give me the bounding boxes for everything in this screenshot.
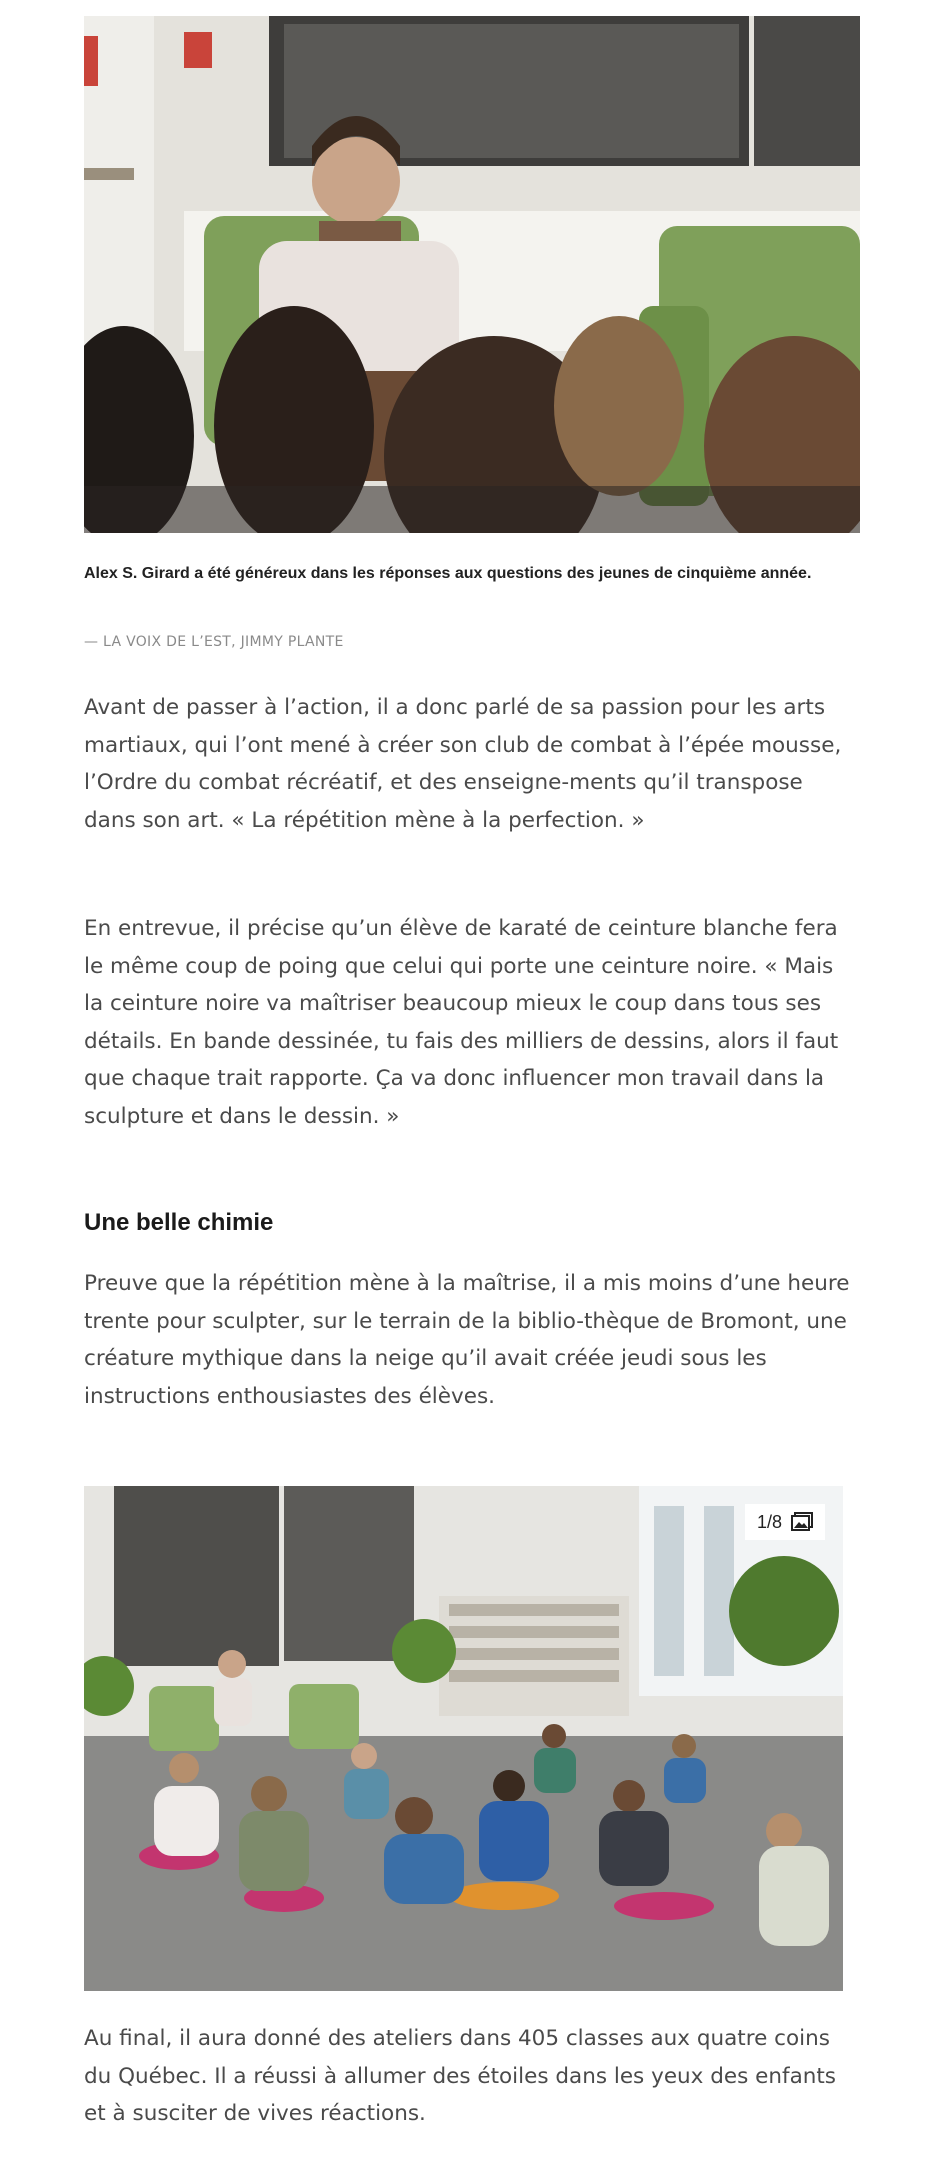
article-paragraph: En entrevue, il précise qu’un élève de karaté de ceinture blanche fera le même coup de poing que celui qui porte une ceinture noire. « Mais la ceinture noire va maîtriser beaucoup mieux le coup dans tous ses détails. En bande dessinée, tu fais des milliers de dessins, alors il faut que chaque trait rapporte. Ça va donc influencer mon travail dans la sculpture et dans le dessin. » xyxy=(84,916,839,1129)
photo-gallery[interactable] xyxy=(84,1486,843,1991)
photo-caption: Alex S. Girard a été généreux dans les réponses aux questions des jeunes de cinquième année. xyxy=(84,565,812,582)
article-paragraph: Au final, il aura donné des ateliers dans 405 classes aux quatre coins du Québec. Il a réussi à allumer des étoiles dans les yeux des enfants et à susciter de vives réactions. xyxy=(84,2026,836,2126)
article-paragraph: Avant de passer à l’action, il a donc parlé de sa passion pour les arts martiaux, qui l’ont mené à créer son club de combat à l’épée mousse, l’Ordre du combat récréatif, et des enseigne-ments qu’il transpose dans son art. « La répétition mène à la perfection. » xyxy=(84,695,842,833)
photo-credit: — LA VOIX DE L’EST, JIMMY PLANTE xyxy=(84,634,344,650)
article-photo-author-reading xyxy=(84,16,860,533)
photo-author-reading-illustration xyxy=(84,16,860,533)
gallery-counter: 1/8 xyxy=(756,1511,782,1532)
photo-workshop-illustration xyxy=(84,1486,843,1991)
article-paragraph: Preuve que la répétition mène à la maîtrise, il a mis moins d’une heure trente pour sculpter, sur le terrain de la biblio-thèque de Bromont, une créature mythique dans la neige qu’il avait créée jeudi sous les instructions enthousiastes des élèves. xyxy=(84,1271,850,1409)
gallery-counter-badge[interactable] xyxy=(745,1504,825,1540)
gallery-icon xyxy=(791,1512,813,1532)
section-heading: Une belle chimie xyxy=(84,1209,274,1236)
